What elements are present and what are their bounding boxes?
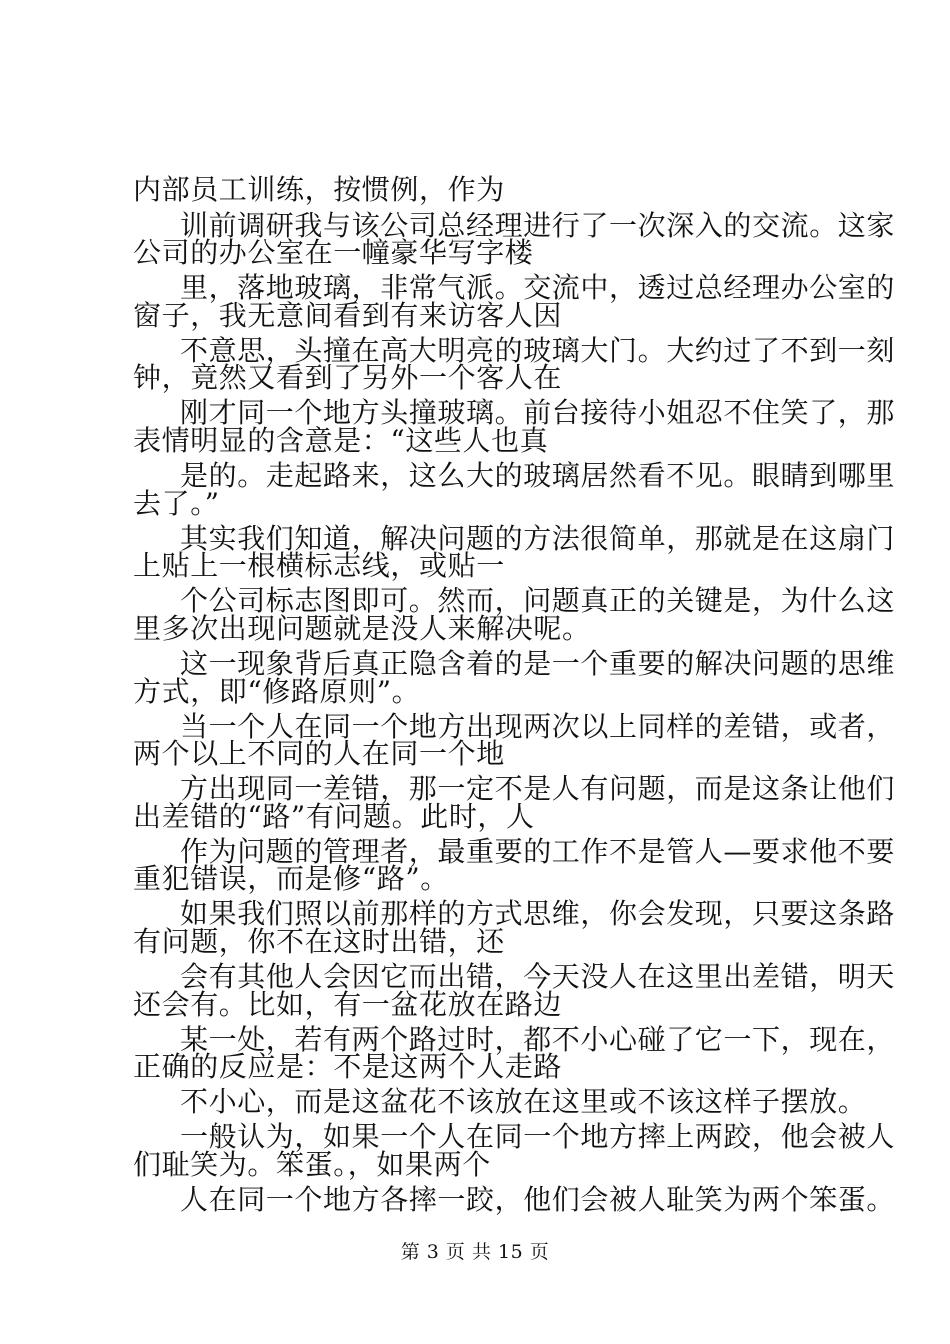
text-line: 会有其他人会因它而出错，今天没人在这里出差错，明天 — [180, 960, 896, 993]
text-line: 正确的反应是：不是这两个人走路 — [133, 1050, 563, 1083]
text-line: 钟，竟然又看到了另外一个客人在 — [133, 361, 563, 394]
text-line: 这一现象背后真正隐含着的是一个重要的解决问题的思维 — [180, 647, 896, 680]
page-number-footer: 第 3 页 共 15 页 — [400, 1241, 550, 1263]
text-line: 其实我们知道，解决问题的方法很简单，那就是在这扇门 — [180, 522, 896, 555]
text-line: 一般认为，如果一个人在同一个地方摔上两跤，他会被人 — [180, 1120, 896, 1153]
text-line: 训前调研我与该公司总经理进行了一次深入的交流。这家 — [180, 209, 896, 242]
text-line: 两个以上不同的人在同一个地 — [133, 737, 505, 770]
text-line: 刚才同一个地方头撞玻璃。前台接待小姐忍不住笑了，那 — [180, 396, 896, 429]
text-line: 去了。” — [133, 487, 220, 520]
text-line: 还会有。比如，有一盆花放在路边 — [133, 988, 563, 1021]
text-line: 有问题，你不在这时出错，还 — [133, 925, 505, 958]
text-line: 重犯错误，而是修“路”。 — [133, 862, 449, 895]
text-line: 不意思，头撞在高大明亮的玻璃大门。大约过了不到一刻 — [180, 334, 896, 367]
text-line: 是的。走起路来，这么大的玻璃居然看不见。眼睛到哪里 — [180, 459, 896, 492]
text-line: 公司的办公室在一幢豪华写字楼 — [133, 236, 534, 269]
text-line: 里，落地玻璃，非常气派。交流中，透过总经理办公室的 — [180, 271, 896, 304]
text-line: 方出现同一差错，那一定不是人有问题，而是这条让他们 — [180, 772, 896, 805]
text-line: 上贴上一根横标志线，或贴一 — [133, 549, 505, 582]
text-line: 里多次出现问题就是没人来解决呢。 — [133, 612, 591, 645]
text-line: 当一个人在同一个地方出现两次以上同样的差错，或者， — [180, 710, 896, 743]
text-line: 出差错的“路”有问题。此时，人 — [133, 800, 535, 833]
text-line: 内部员工训练，按惯例，作为 — [133, 173, 505, 206]
text-line: 人在同一个地方各摔一跤，他们会被人耻笑为两个笨蛋。 — [180, 1183, 896, 1216]
text-line: 们耻笑为。笨蛋。，如果两个 — [133, 1148, 491, 1181]
text-line: 某一处，若有两个路过时，都不小心碰了它一下，现在， — [180, 1023, 896, 1056]
text-line: 方式，即“修路原则”。 — [133, 675, 421, 708]
text-line: 窗子，我无意间看到有来访客人因 — [133, 299, 563, 332]
text-line: 作为问题的管理者，最重要的工作不是管人—要求他不要 — [180, 835, 896, 868]
text-line: 不小心，而是这盆花不该放在这里或不该这样子摆放。 — [180, 1085, 867, 1118]
text-line: 个公司标志图即可。然而，问题真正的关键是，为什么这 — [180, 584, 896, 617]
text-line: 表情明显的含意是：“这些人也真 — [133, 424, 549, 457]
text-line: 如果我们照以前那样的方式思维，你会发现，只要这条路 — [180, 897, 896, 930]
